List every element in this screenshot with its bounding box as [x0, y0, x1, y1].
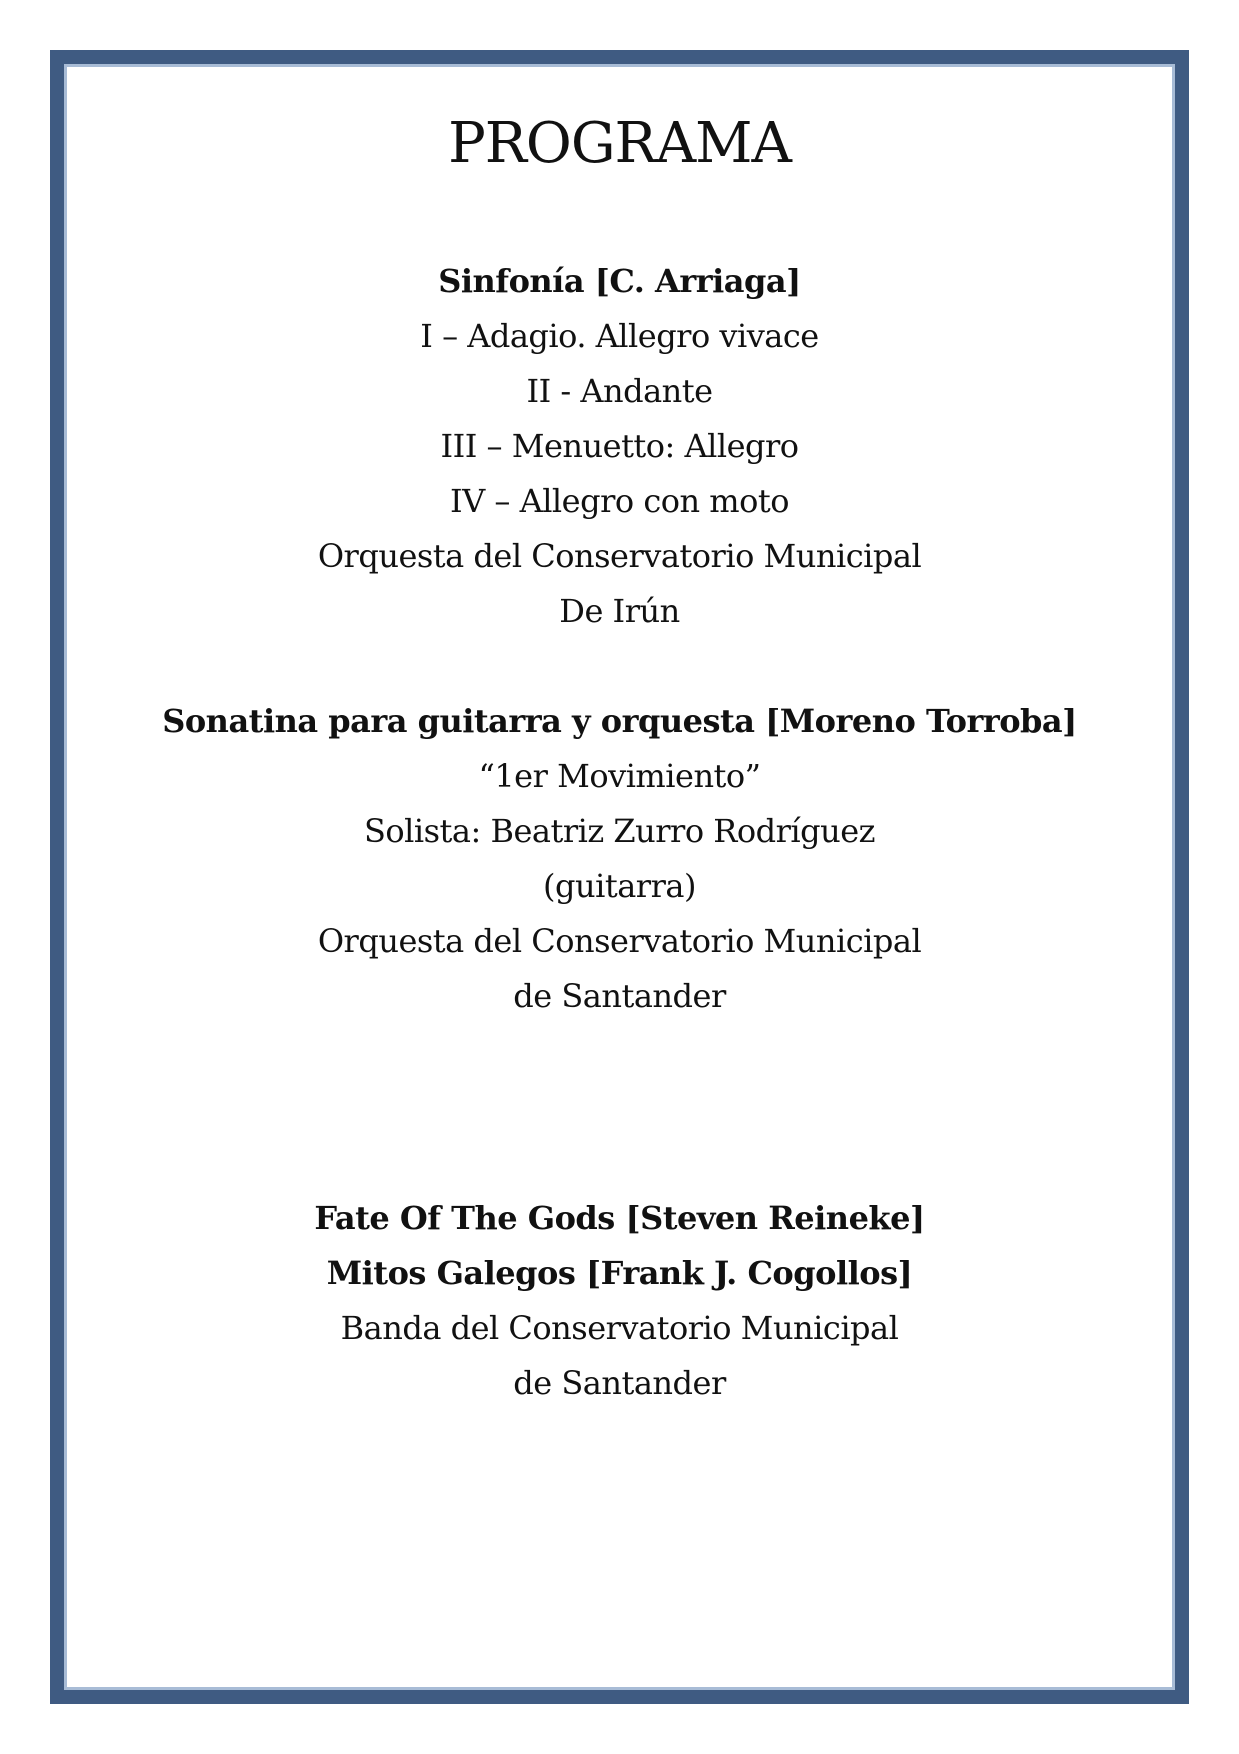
movement-line: IV – Allegro con moto	[449, 482, 790, 520]
performer-line: de Santander	[513, 977, 726, 1015]
performer-line: Orquesta del Conservatorio Municipal	[317, 537, 922, 575]
movement-line: I – Adagio. Allegro vivace	[420, 317, 819, 355]
piece-title-fate-of-the-gods: Fate Of The Gods [Steven Reineke]	[314, 1199, 925, 1237]
instrument-line: (guitarra)	[543, 867, 696, 905]
movement-line: II - Andante	[526, 372, 713, 410]
piece-title-sonatina: Sonatina para guitarra y orquesta [Moreno Torroba]	[162, 702, 1077, 740]
piece-title-sinfonia: Sinfonía [C. Arriaga]	[438, 262, 801, 300]
soloist-line: Solista: Beatriz Zurro Rodríguez	[363, 812, 876, 850]
movement-line: “1er Movimiento”	[478, 757, 761, 795]
performer-line: Banda del Conservatorio Municipal	[340, 1309, 899, 1347]
performer-line: Orquesta del Conservatorio Municipal	[317, 922, 922, 960]
page-border-inner	[64, 64, 1175, 1690]
piece-title-mitos-galegos: Mitos Galegos [Frank J. Cogollos]	[326, 1254, 913, 1292]
page-title: PROGRAMA	[448, 111, 791, 176]
performer-line: De Irún	[559, 592, 680, 630]
movement-line: III – Menuetto: Allegro	[440, 427, 799, 465]
page-border	[50, 50, 1189, 1704]
performer-line: de Santander	[513, 1364, 726, 1402]
